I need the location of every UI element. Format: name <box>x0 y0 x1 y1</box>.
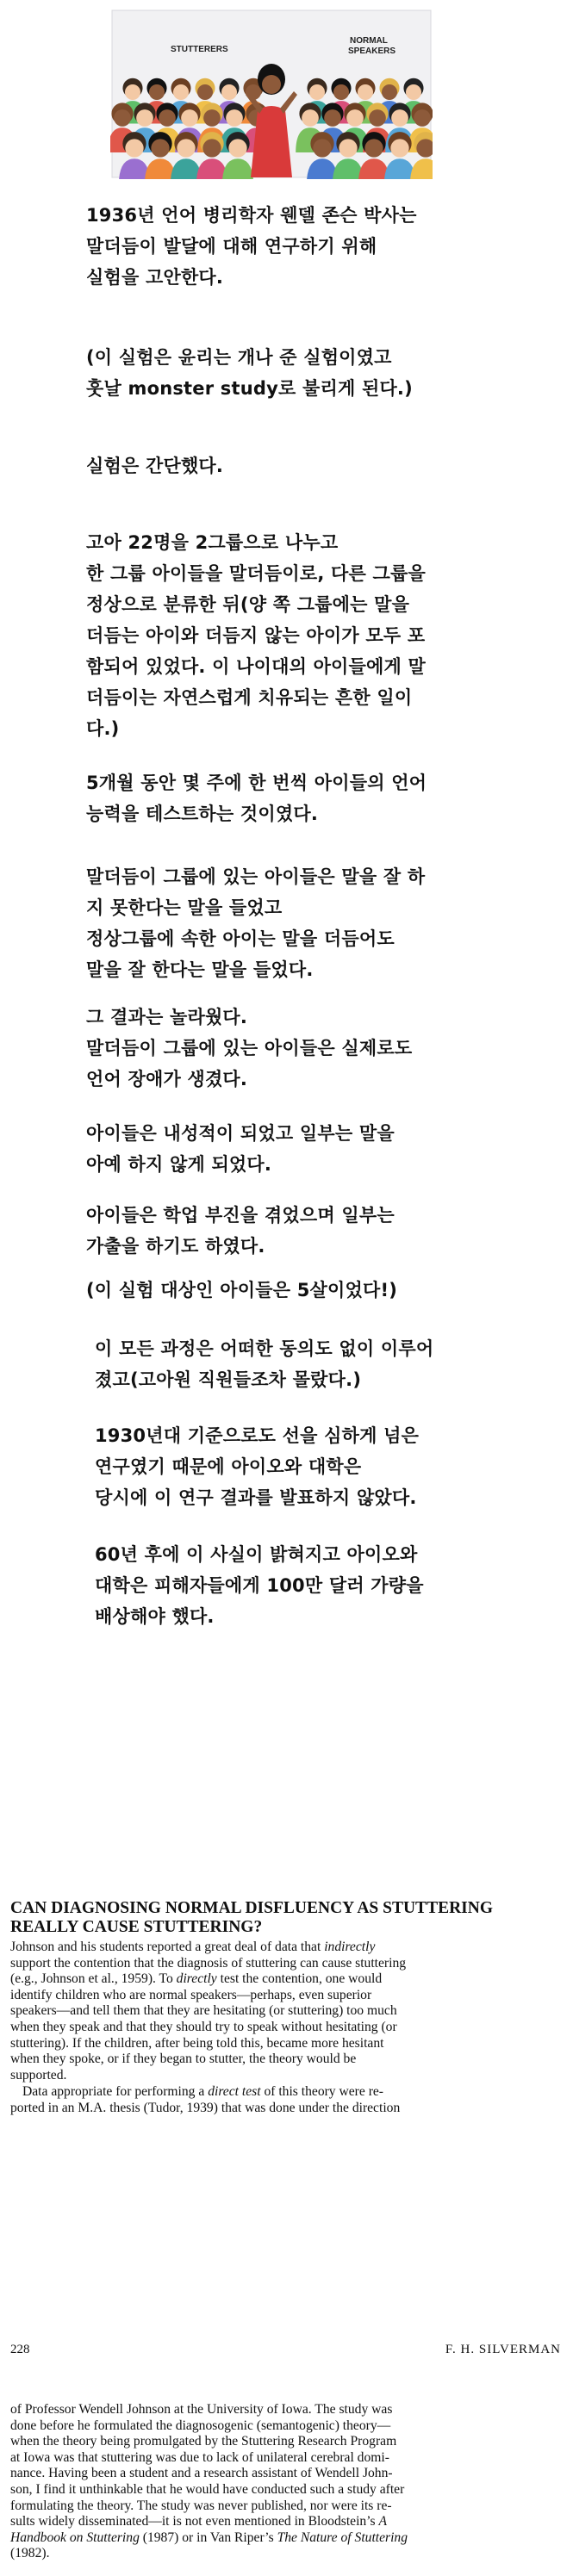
text-line: identify children who are normal speakers—perhaps, even superior <box>10 1987 372 2002</box>
person-face <box>302 109 319 127</box>
text-line: Handbook on Stuttering (1987) or in Van Riper’s The Nature of Stuttering <box>10 2529 408 2545</box>
korean-line: 5개월 동안 몇 주에 한 번씩 아이들의 언어 <box>86 773 427 793</box>
korean-line: 가출을 하기도 하였다. <box>86 1236 265 1257</box>
normal-speakers-label-2: SPEAKERS <box>348 47 396 56</box>
text-line: Johnson and his students reported a great deal of data that indirectly <box>10 1940 376 1954</box>
person-face <box>149 84 165 100</box>
korean-line: 한 그룹 아이들을 말더듬이로, 다른 그룹을 <box>86 563 426 584</box>
korean-line: 졌고(고아원 직원들조차 몰랐다.) <box>95 1369 362 1390</box>
korean-line: 정상으로 분류한 뒤(양 쪽 그룹에는 말을 <box>86 594 410 615</box>
person-face <box>414 109 431 127</box>
person-face <box>221 84 237 100</box>
korean-line: 그 결과는 놀라웠다. <box>86 1007 248 1027</box>
korean-line: 고아 22명을 2그룹으로 나누고 <box>86 532 339 553</box>
text-line: speakers—and tell them that they are hesitating (or stuttering) too much <box>10 2003 397 2019</box>
korean-line: 대학은 피해자들에게 100만 달러 가량을 <box>95 1575 424 1596</box>
crowd-illustration <box>110 9 433 179</box>
text-line: support the contention that the diagnosis of stuttering can cause stuttering <box>10 1955 407 1971</box>
korean-paragraph <box>95 1420 419 1513</box>
text-line: done before he formulated the diagnosogenic (semantogenic) theory— <box>10 2418 391 2433</box>
person-face <box>197 84 213 100</box>
person-face <box>333 84 349 100</box>
person-face <box>125 84 140 100</box>
korean-line: 함되어 있었다. 이 나이대의 아이들에게 말 <box>86 656 426 677</box>
text-line: when the theory being promulgated by the Stuttering Research Program <box>10 2434 397 2449</box>
text-line: Data appropriate for performing a direct test of this theory were re- <box>22 2084 383 2099</box>
text-line: nance. Having been a student and a research assistant of Wendell John- <box>10 2466 393 2481</box>
korean-line: 말더듬이 발달에 대해 연구하기 위해 <box>86 236 377 257</box>
person-face <box>159 109 176 127</box>
korean-paragraph <box>95 1333 433 1395</box>
person-face <box>125 139 143 157</box>
korean-line: 아이들은 학업 부진을 겪었으며 일부는 <box>86 1205 395 1226</box>
text-line: ported in an M.A. thesis (Tudor, 1939) that was done under the direction <box>10 2100 401 2115</box>
korean-line: 배상해야 했다. <box>95 1606 215 1627</box>
page-number: 228 <box>10 2343 30 2356</box>
korean-paragraph <box>86 450 223 481</box>
person-face <box>324 109 341 127</box>
korean-line: 실험은 간단했다. <box>86 456 224 476</box>
text-line: formulating the theory. The study was never published, nor were its re- <box>10 2498 392 2513</box>
section-title-line: CAN DIAGNOSING NORMAL DISFLUENCY AS STUTTERING <box>10 1899 493 1917</box>
person-face <box>181 109 198 127</box>
text-line: when they speak and that they should try to speak without hesitating (or <box>10 2019 397 2034</box>
person-face <box>226 109 243 127</box>
korean-paragraph <box>86 342 413 404</box>
text-line: supported. <box>10 2067 67 2083</box>
stutterers-label: STUTTERERS <box>171 45 228 54</box>
text-line: stuttering). If the children, after being told this, became more hesitant <box>10 2035 384 2051</box>
korean-line: 더듬이는 자연스럽게 치유되는 흔한 일이 <box>86 687 413 708</box>
person-face <box>173 84 189 100</box>
normal-speakers-label-1: NORMAL <box>350 36 388 46</box>
person-face <box>339 139 357 157</box>
korean-line: 1930년대 기준으로도 선을 심하게 넘은 <box>95 1425 420 1446</box>
korean-paragraph <box>86 1275 397 1306</box>
person-face <box>151 139 169 157</box>
person-face <box>313 139 331 157</box>
korean-paragraph <box>86 861 425 985</box>
korean-paragraph <box>95 1539 424 1632</box>
person-face <box>406 84 421 100</box>
text-line: (1982). <box>10 2546 50 2561</box>
korean-line: 다.) <box>86 718 120 739</box>
running-head: F. H. SILVERMAN <box>445 2343 561 2356</box>
person-face <box>309 84 325 100</box>
paragraph-1 <box>10 1940 562 2083</box>
korean-line: 1936년 언어 병리학자 웬델 존슨 박사는 <box>86 205 417 226</box>
korean-line: 연구였기 때문에 아이오와 대학은 <box>95 1456 362 1477</box>
korean-paragraph <box>86 1200 395 1262</box>
person-face <box>228 139 246 157</box>
korean-paragraph <box>86 1118 395 1180</box>
korean-line: 훗날 monster study로 불리게 된다.) <box>86 378 413 399</box>
person-face <box>203 109 221 127</box>
korean-line: 말더듬이 그룹에 있는 아이들은 실제로도 <box>86 1038 413 1058</box>
korean-line: 아예 하지 않게 되었다. <box>86 1154 272 1175</box>
person-face <box>136 109 153 127</box>
person-face <box>382 84 397 100</box>
person-face <box>364 139 383 157</box>
korean-line: (이 실험은 윤리는 개나 준 실험이였고 <box>86 347 392 368</box>
korean-line: 이 모든 과정은 어떠한 동의도 없이 이루어 <box>95 1338 434 1359</box>
korean-line: 정상그룹에 속한 아이는 말을 더듬어도 <box>86 928 395 949</box>
person-face <box>390 139 408 157</box>
korean-line: 더듬는 아이와 더듬지 않는 아이가 모두 포 <box>86 625 426 646</box>
korean-paragraph <box>86 200 417 293</box>
text-line: when they spoke, or if they began to stutter, the theory would be <box>10 2051 357 2067</box>
korean-line: 60년 후에 이 사실이 밝혀지고 아이오와 <box>95 1544 418 1565</box>
central-figure-face <box>262 75 281 94</box>
text-line: of Professor Wendell Johnson at the University of Iowa. The study was <box>10 2402 393 2417</box>
korean-line: (이 실험 대상인 아이들은 5살이었다!) <box>86 1280 398 1300</box>
section-title-line: REALLY CAUSE STUTTERING? <box>10 1918 263 1936</box>
korean-line: 당시에 이 연구 결과를 발표하지 않았다. <box>95 1487 417 1508</box>
paragraph-3 <box>10 2402 562 2562</box>
person-face <box>114 109 131 127</box>
text-line: son, I find it unthinkable that he would have conducted such a study after <box>10 2481 405 2497</box>
text-line: at Iowa was that stuttering was due to lack of unilateral cerebral domi- <box>10 2449 389 2465</box>
text-line: sults widely disseminated—it is not even mentioned in Bloodstein’s A <box>10 2514 388 2529</box>
paragraph-2 <box>10 2084 562 2116</box>
korean-paragraph <box>86 767 427 829</box>
korean-line: 말더듬이 그룹에 있는 아이들은 말을 잘 하 <box>86 866 426 887</box>
korean-paragraph <box>86 527 426 744</box>
person-face <box>202 139 221 157</box>
person-face <box>358 84 373 100</box>
korean-line: 지 못한다는 말을 들었고 <box>86 897 283 918</box>
text-line: (e.g., Johnson et al., 1959). To directly test the contention, one would <box>10 1971 383 1987</box>
korean-line: 실험을 고안한다. <box>86 267 224 288</box>
korean-line: 말을 잘 한다는 말을 들었다. <box>86 959 314 980</box>
section-title <box>10 1899 493 1937</box>
person-face <box>177 139 195 157</box>
korean-line: 아이들은 내성적이 되었고 일부는 말을 <box>86 1123 395 1144</box>
illustration <box>110 9 433 179</box>
person-face <box>391 109 408 127</box>
korean-line: 언어 장애가 생겼다. <box>86 1069 248 1089</box>
person-face <box>369 109 386 127</box>
korean-paragraph <box>86 1002 412 1095</box>
person-face <box>346 109 364 127</box>
korean-line: 능력을 테스트하는 것이였다. <box>86 804 319 824</box>
